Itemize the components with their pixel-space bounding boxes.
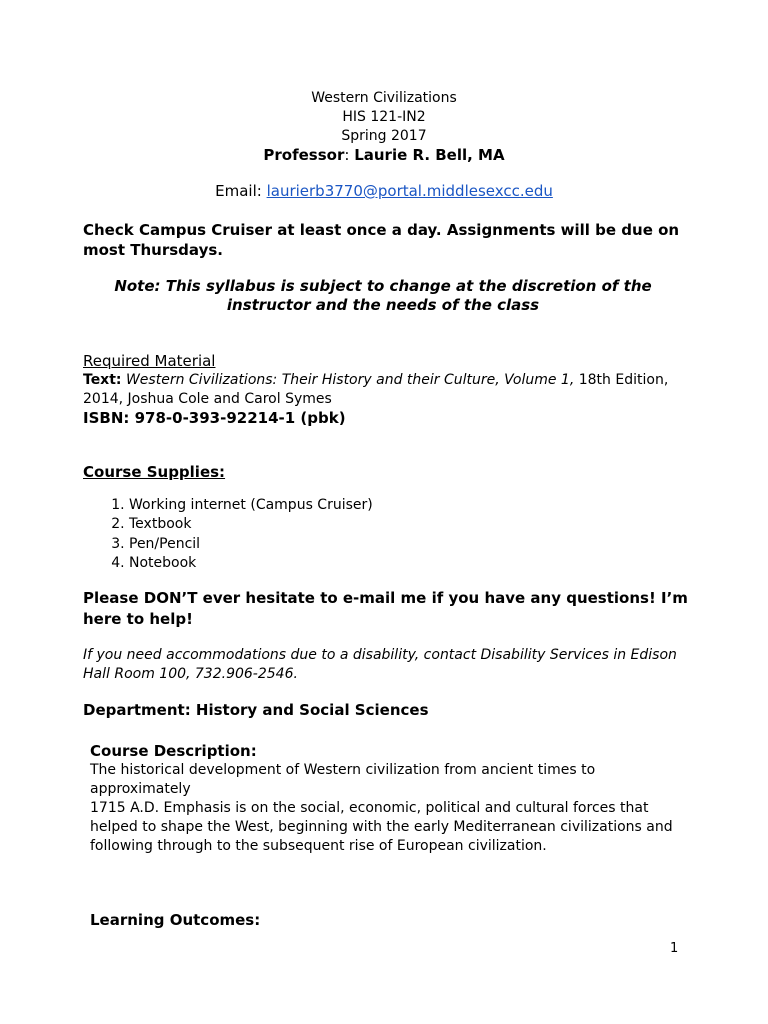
campus-cruiser-notice: Check Campus Cruiser at least once a day. Assignments will be due on most Thursdays. <box>83 221 680 259</box>
email-label: Email <box>215 182 257 200</box>
department: Department: History and Social Sciences <box>83 701 429 719</box>
professor-name: Laurie R. Bell, MA <box>354 146 505 164</box>
syllabus-change-note: Note: This syllabus is subject to change at the discretion of the instructor and the needs of the class <box>114 277 652 314</box>
course-description-line1: The historical development of Western civilization from ancient times to approximately <box>90 762 596 797</box>
disability-services-note: If you need accommodations due to a disability, contact Disability Services in Edison Hall Room 100, 732.906-2546. <box>83 647 677 682</box>
required-material-heading: Required Material <box>83 352 216 370</box>
contact-encouragement: Please DON’T ever hesitate to e-mail me if you have any questions! I’m here to help! <box>83 589 688 628</box>
course-code: HIS 121-IN2 <box>342 109 426 125</box>
course-supplies-list <box>83 496 373 573</box>
required-material-section <box>83 352 693 428</box>
list-item: 2. Textbook <box>129 515 373 534</box>
book-title: Western Civilizations: Their History and their Culture, Volume 1, <box>125 372 575 388</box>
course-description-section <box>90 742 690 856</box>
learning-outcomes-heading: Learning Outcomes: <box>90 911 261 929</box>
course-description-line2: 1715 A.D. Emphasis is on the social, economic, political and cultural forces that helped to shape the West, beginning with the early Mediterranean civilizations and following through to the subsequent rise of European civilization. <box>90 800 673 854</box>
book-details: 18th Edition, 2014, Joshua Cole and Carol Symes <box>83 372 669 407</box>
course-title: Western Civilizations <box>311 90 457 106</box>
textbook-citation <box>83 371 693 409</box>
course-term: Spring 2017 <box>341 128 427 144</box>
professor-line: Professor: Laurie R. Bell, MA <box>263 146 505 164</box>
page-number: 1 <box>670 941 679 956</box>
list-item: 3. Pen/Pencil <box>129 535 373 554</box>
email-row: Email: laurierb3770@portal.middlesexcc.edu <box>215 182 553 200</box>
course-description-heading: Course Description: <box>90 742 257 760</box>
course-supplies-heading: Course Supplies: <box>83 463 226 481</box>
list-item: 4. Notebook <box>129 554 373 573</box>
course-header <box>0 89 768 165</box>
list-item: 1. Working internet (Campus Cruiser) <box>129 496 373 515</box>
text-label: Text: <box>83 372 122 388</box>
email-link[interactable]: laurierb3770@portal.middlesexcc.edu <box>266 182 553 200</box>
professor-label: Professor <box>263 146 345 164</box>
isbn: ISBN: 978-0-393-92214-1 (pbk) <box>83 409 346 427</box>
